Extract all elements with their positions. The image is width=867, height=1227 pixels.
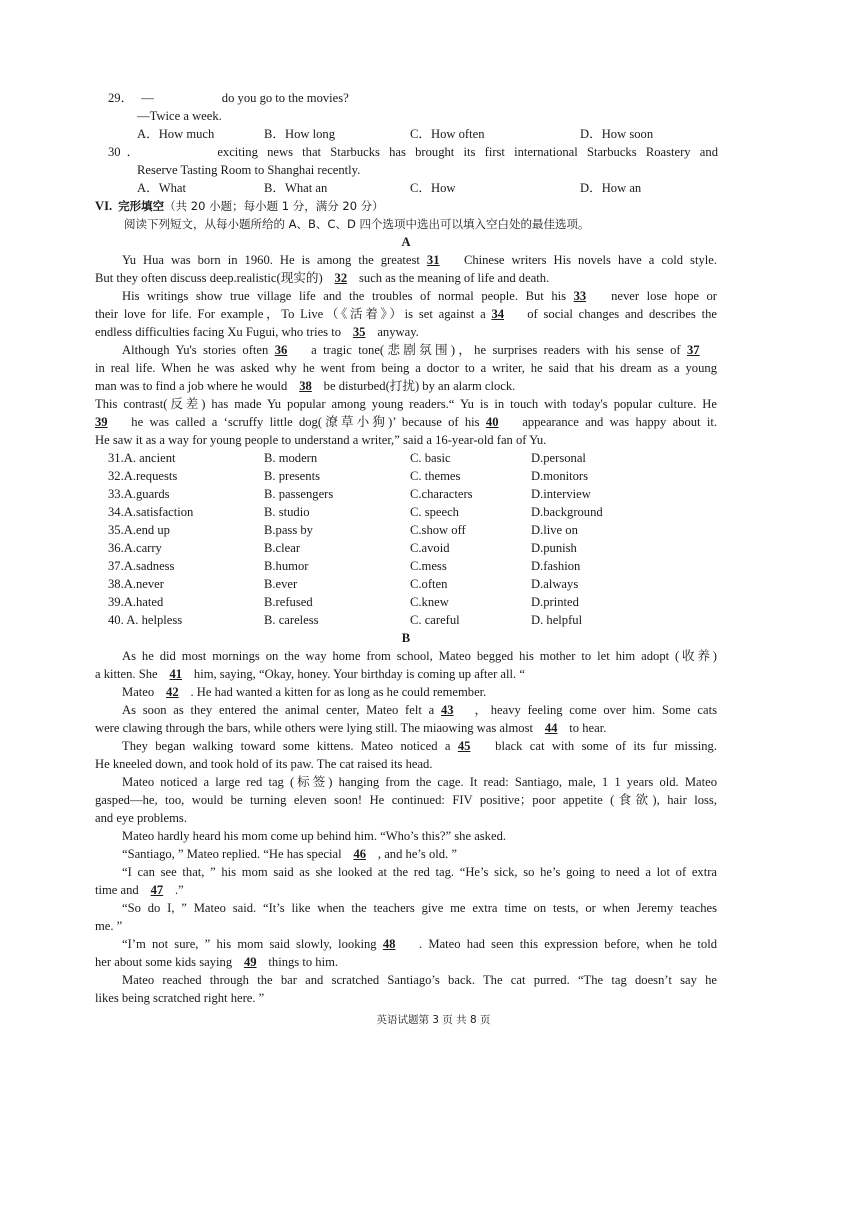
answer-blank: 48 <box>382 937 396 951</box>
passage-text: ，heavy feeling come over him. Some cats <box>470 703 717 717</box>
passage-b-line <box>122 899 717 917</box>
section-note: （共 20 小题；每小题 1 分，满分 20 分） <box>164 199 384 213</box>
option-text: D.always <box>531 577 579 591</box>
option <box>410 179 455 197</box>
passage-text: endless difficulties facing Xu Fugui, who tries to <box>95 325 345 339</box>
question-number: 30． <box>108 145 146 159</box>
option-text: C.knew <box>410 595 449 609</box>
option <box>410 485 473 503</box>
passage-b-line <box>122 683 717 701</box>
passage-text: They began walking toward some kittens. Mateo noticed a <box>122 739 458 753</box>
passage-b-line <box>122 827 717 845</box>
passage-text: never lose hope or <box>603 289 717 303</box>
passage-text: He kneeled down, and took hold of its paw. The cat raised its head. <box>95 757 433 771</box>
question-text: exciting news that Starbucks has brought its first international Starbucks Roastery and <box>217 145 718 159</box>
passage-text: “So do I, ” Mateo said. “It’s like when the teachers give me extra time on tests, or when Jeremy teaches <box>122 901 717 915</box>
option <box>531 449 586 467</box>
option <box>108 485 170 503</box>
q30-line2 <box>137 161 360 179</box>
option-text: 37.A.sadness <box>108 559 175 573</box>
passage-text: As he did most mornings on the way home from school, Mateo begged his mother to let him adopt (收养) <box>122 649 717 663</box>
q30-line1 <box>108 143 718 161</box>
passage-text: to hear. <box>566 721 607 735</box>
option <box>580 179 641 197</box>
passage-b-line <box>122 647 717 665</box>
option-text: 39.A.hated <box>108 595 164 609</box>
option <box>264 557 308 575</box>
option-text: 36.A.carry <box>108 541 162 555</box>
question-text: Reserve Tasting Room to Shanghai recently. <box>137 163 361 177</box>
option <box>108 557 174 575</box>
option-text: B. presents <box>264 469 320 483</box>
option <box>137 125 214 143</box>
passage-b-line <box>122 971 717 989</box>
option-text: D.monitors <box>531 469 589 483</box>
option-text: D.printed <box>531 595 579 609</box>
question-number: 29． <box>108 91 134 105</box>
passage-a-line <box>95 323 717 341</box>
option <box>108 611 182 629</box>
option-text: C．How often <box>410 127 485 141</box>
answer-blank: 34 <box>491 307 505 321</box>
passage-b-line <box>122 737 717 755</box>
passage-text: Mateo <box>122 685 158 699</box>
passage-text: Although Yu's stories often <box>122 343 275 357</box>
passage-text: anyway. <box>374 325 419 339</box>
answer-blank: 39 <box>95 415 108 429</box>
passage-text: him, saying, “Okay, honey. Your birthday is coming up after all. “ <box>190 667 525 681</box>
passage-b-line <box>122 773 717 791</box>
footer-text: 英语试题第 3 页 共 8 页 <box>376 1014 491 1026</box>
option <box>410 467 460 485</box>
passage-b-line <box>122 935 717 953</box>
answer-blank: 46 <box>353 847 367 861</box>
passage-a-label <box>95 233 717 251</box>
answer-blank: 45 <box>457 739 471 753</box>
option <box>410 503 459 521</box>
answer-blank: 37 <box>687 343 700 357</box>
option <box>264 521 313 539</box>
option <box>108 449 176 467</box>
passage-b-line <box>95 665 717 683</box>
option <box>410 521 466 539</box>
dash: — <box>141 91 154 105</box>
option <box>410 611 460 629</box>
passage-text: Mateo hardly heard his mom come up behind him. “Who’s this?” she asked. <box>122 829 507 843</box>
section-title: 完形填空 <box>118 199 165 213</box>
passage-b-line <box>95 719 717 737</box>
passage-b-line <box>95 953 717 971</box>
option-text: C.avoid <box>410 541 450 555</box>
passage-a-line <box>95 413 717 431</box>
option-text: B. passengers <box>264 487 334 501</box>
option-text: B.ever <box>264 577 298 591</box>
page-footer <box>0 1010 867 1029</box>
passage-a-line <box>122 341 717 359</box>
answer-blank: 38 <box>299 379 312 393</box>
option <box>531 575 578 593</box>
option-text: C.mess <box>410 559 447 573</box>
passage-b-line <box>122 863 717 881</box>
passage-text: Mateo noticed a large red tag (标签) hanging from the cage. It read: Santiago, male, 1 1 years old. Mateo <box>122 775 717 789</box>
passage-b-line <box>95 791 717 809</box>
option-text: B.pass by <box>264 523 313 537</box>
option-text: C. speech <box>410 505 459 519</box>
option-text: D.interview <box>531 487 591 501</box>
passage-text: he was called a ‘scruffy little dog(潦草小狗)’ because of his <box>125 415 486 429</box>
passage-label: A <box>401 235 411 249</box>
passage-text: in real life. When he was asked why he went from being a doctor to a writer, he said that his dream as a young <box>95 361 717 375</box>
option <box>137 179 186 197</box>
answer-blank: 31 <box>426 253 440 267</box>
option <box>531 521 578 539</box>
option-text: D.background <box>531 505 603 519</box>
passage-b-line <box>95 917 717 935</box>
passage-a-line <box>122 251 717 269</box>
option <box>410 125 485 143</box>
passage-text: “I can see that, ” his mom said as she looked at the red tag. “He’s sick, so he’s going to need a lot of extra <box>122 865 717 879</box>
option <box>580 125 653 143</box>
option-text: C. careful <box>410 613 460 627</box>
passage-text: . He had wanted a kitten for as long as he could remember. <box>187 685 487 699</box>
passage-text: “I’m not sure, ” his mom said slowly, looking <box>122 937 383 951</box>
option <box>410 539 450 557</box>
passage-text: But they often discuss deep.realistic(现实的) <box>95 271 326 285</box>
passage-label: B <box>401 631 411 645</box>
option <box>264 485 333 503</box>
option <box>108 575 164 593</box>
answer-blank: 35 <box>352 325 366 339</box>
option <box>531 557 580 575</box>
q29-line1 <box>108 89 349 107</box>
option-text: B．How long <box>264 127 336 141</box>
passage-b-line <box>122 701 717 719</box>
option <box>264 467 320 485</box>
option <box>264 179 327 197</box>
answer-blank: 40 <box>485 415 499 429</box>
option-text: 35.A.end up <box>108 523 170 537</box>
option-text: D．How an <box>580 181 642 195</box>
answer-blank: 32 <box>334 271 348 285</box>
passage-a-line <box>95 305 717 323</box>
option-text: C. themes <box>410 469 461 483</box>
option-text: B. modern <box>264 451 318 465</box>
option-text: A．How much <box>137 127 215 141</box>
answer-blank: 49 <box>243 955 257 969</box>
option-text: D.fashion <box>531 559 581 573</box>
option <box>410 557 447 575</box>
section-instruction <box>124 215 589 233</box>
option-text: 31.A. ancient <box>108 451 176 465</box>
option <box>264 611 319 629</box>
passage-b-line <box>122 845 717 863</box>
passage-text: As soon as they entered the animal center, Mateo felt a <box>122 703 441 717</box>
option <box>264 539 300 557</box>
option-text: B．What an <box>264 181 328 195</box>
option-text: 33.A.guards <box>108 487 170 501</box>
passage-text: were clawing through the bars, while others were lying still. The miaowing was almost <box>95 721 537 735</box>
option <box>410 593 449 611</box>
passage-text: His writings show true village life and the troubles of normal people. But his <box>122 289 574 303</box>
passage-text: gasped—he, too, would be turning eleven soon! He continued: FIV positive；poor appetite (食欲), hair loss, <box>95 793 717 807</box>
option <box>410 575 447 593</box>
passage-text: Yu Hua was born in 1960. He is among the greatest <box>122 253 427 267</box>
option <box>531 539 577 557</box>
passage-text: things to him. <box>265 955 339 969</box>
passage-text: be disturbed(打扰) by an alarm clock. <box>320 379 516 393</box>
option <box>264 449 317 467</box>
option-text: D. helpful <box>531 613 583 627</box>
option-text: B.clear <box>264 541 301 555</box>
option-text: B. studio <box>264 505 310 519</box>
answer-blank: 41 <box>169 667 183 681</box>
passage-text: a kitten. She <box>95 667 161 681</box>
option-text: C．How <box>410 181 456 195</box>
option <box>410 449 451 467</box>
passage-text: a tragic tone(悲剧氛围)，he surprises readers with his sense of <box>304 343 687 357</box>
option <box>531 485 591 503</box>
passage-text: their love for life. For example，To Live（《活着》）is set against a <box>95 307 492 321</box>
option-text: 40. A. helpless <box>108 613 183 627</box>
passage-text: appearance and was happy about it. <box>515 415 717 429</box>
option-text: 34.A.satisfaction <box>108 505 194 519</box>
passage-a-line <box>95 395 717 413</box>
passage-b-label <box>95 629 717 647</box>
passage-text: likes being scratched right here. ” <box>95 991 265 1005</box>
option <box>108 539 162 557</box>
question-text: do you go to the movies? <box>221 91 349 105</box>
passage-a-line <box>95 269 717 287</box>
passage-a-line <box>95 431 717 449</box>
passage-text: me. ” <box>95 919 123 933</box>
passage-text: black cat with some of its fur missing. <box>487 739 717 753</box>
option <box>264 575 297 593</box>
option-text: B.humor <box>264 559 309 573</box>
answer-blank: 44 <box>544 721 558 735</box>
option <box>264 503 310 521</box>
option-text: D.punish <box>531 541 577 555</box>
option <box>531 593 579 611</box>
passage-text: of social changes and describes the <box>521 307 717 321</box>
option-text: 38.A.never <box>108 577 164 591</box>
option-text: 32.A.requests <box>108 469 178 483</box>
passage-text: Mateo reached through the bar and scratched Santiago’s back. The cat purred. “The tag doesn’t say he <box>122 973 717 987</box>
passage-text: her about some kids saying <box>95 955 236 969</box>
passage-text: . Mateo had seen this expression before, when he told <box>412 937 717 951</box>
option-text: A．What <box>137 181 186 195</box>
option <box>264 593 313 611</box>
passage-text: , and he’s old. ” <box>374 847 457 861</box>
passage-text: “Santiago, ” Mateo replied. “He has special <box>122 847 345 861</box>
passage-text: This contrast(反差) has made Yu popular among young readers.“ Yu is in touch with today's popular culture. He <box>95 397 717 411</box>
section-number: VI. <box>95 199 113 213</box>
option-text: B. careless <box>264 613 319 627</box>
option-text: D．How soon <box>580 127 654 141</box>
passage-text: such as the meaning of life and death. <box>355 271 550 285</box>
passage-text: time and <box>95 883 142 897</box>
option-text: D.live on <box>531 523 578 537</box>
passage-b-line <box>95 755 717 773</box>
option <box>264 125 335 143</box>
instruction-text: 阅读下列短文，从每小题所给的 A、B、C、D 四个选项中选出可以填入空白处的最佳选项。 <box>124 217 590 231</box>
option-text: D.personal <box>531 451 586 465</box>
option <box>531 503 603 521</box>
option-text: C. basic <box>410 451 451 465</box>
option <box>108 467 177 485</box>
answer-blank: 47 <box>150 883 164 897</box>
answer-text: —Twice a week. <box>137 109 222 123</box>
passage-text: He saw it as a way for young people to understand a writer,” said a 16-year-old fan of Yu. <box>95 433 547 447</box>
passage-b-line <box>95 809 717 827</box>
passage-text: .” <box>171 883 184 897</box>
q29-line2 <box>137 107 222 125</box>
passage-text: Chinese writers His novels have a cold style. <box>456 253 717 267</box>
option <box>108 593 163 611</box>
passage-a-line <box>95 359 717 377</box>
answer-blank: 36 <box>274 343 288 357</box>
passage-text: man was to find a job where he would <box>95 379 291 393</box>
answer-blank: 42 <box>166 685 179 699</box>
passage-text: and eye problems. <box>95 811 187 825</box>
option <box>108 521 170 539</box>
answer-blank: 43 <box>440 703 454 717</box>
passage-b-line <box>95 989 717 1007</box>
option-text: C.show off <box>410 523 466 537</box>
passage-a-line <box>122 287 717 305</box>
option-text: C.characters <box>410 487 473 501</box>
answer-blank: 33 <box>573 289 587 303</box>
option-text: C.often <box>410 577 448 591</box>
option-text: B.refused <box>264 595 313 609</box>
option <box>531 611 582 629</box>
option <box>531 467 588 485</box>
passage-a-line <box>95 377 717 395</box>
passage-b-line <box>95 881 717 899</box>
section-heading <box>95 197 384 215</box>
option <box>108 503 193 521</box>
